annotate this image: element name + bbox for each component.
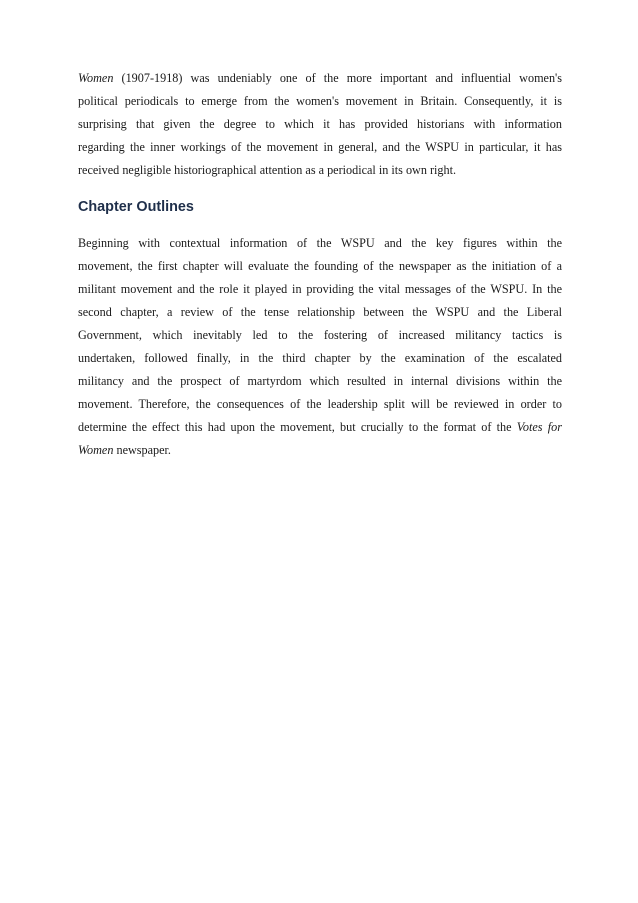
paragraph-line: Beginning with contextual information of the WSPU and the key figures within the <box>78 236 562 250</box>
line-text: (1907-1918) was undeniably one of the more important and influential women's <box>113 71 562 85</box>
paragraph-line: surprising that given the degree to which it has provided historians with information <box>78 117 562 131</box>
paragraph-line <box>78 439 562 462</box>
line-text: determine the effect this had upon the movement, but crucially to the format of the <box>78 420 517 434</box>
paragraph-line: Government, which inevitably led to the fostering of increased militancy tactics is <box>78 328 562 342</box>
line-text: newspaper. <box>113 443 171 457</box>
paragraph-line: militancy and the prospect of martyrdom which resulted in internal divisions within the <box>78 374 562 388</box>
paragraph-line: movement, the first chapter will evaluate the founding of the newspaper as the initiation of a <box>78 259 562 273</box>
outline-paragraph <box>78 232 562 462</box>
paragraph-line <box>78 67 562 90</box>
paragraph-line: regarding the inner workings of the movement in general, and the WSPU in particular, it has <box>78 140 562 154</box>
italic-title: Women <box>78 71 114 85</box>
paragraph-line: second chapter, a review of the tense relationship between the WSPU and the Liberal <box>78 305 562 319</box>
section-heading: Chapter Outlines <box>78 199 194 215</box>
paragraph-line: political periodicals to emerge from the women's movement in Britain. Consequently, it is <box>78 94 562 108</box>
paragraph-line: undertaken, followed finally, in the third chapter by the examination of the escalated <box>78 351 562 365</box>
italic-title: Women <box>78 443 114 457</box>
paragraph-line <box>78 416 562 439</box>
intro-paragraph <box>78 67 562 182</box>
italic-title: Votes for <box>516 420 562 434</box>
paragraph-line: received negligible historiographical attention as a periodical in its own right. <box>78 163 457 177</box>
paragraph-line: militant movement and the role it played in providing the vital messages of the WSPU. In the <box>78 282 562 296</box>
paragraph-line: movement. Therefore, the consequences of the leadership split will be reviewed in order to <box>78 397 562 411</box>
